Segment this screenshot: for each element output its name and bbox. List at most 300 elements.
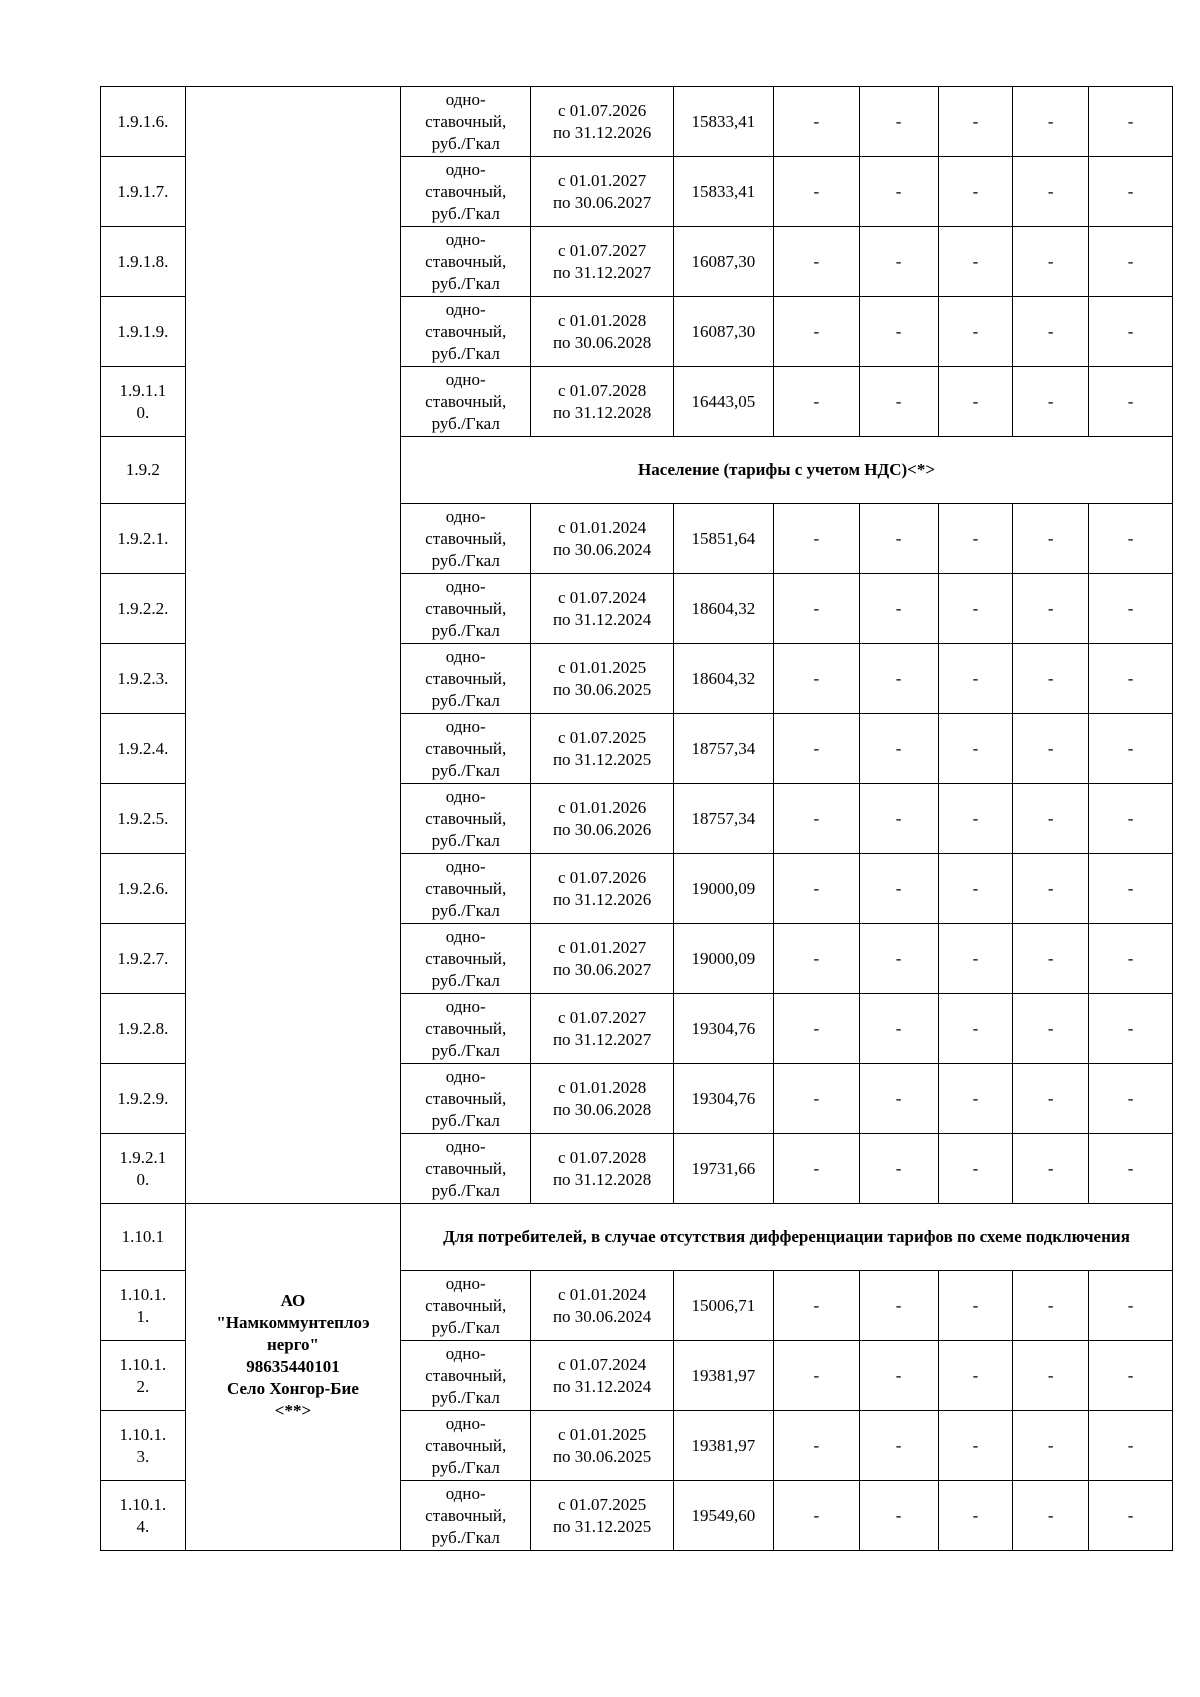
period-to: по 31.12.2028	[552, 402, 652, 422]
row-number: 1.9.2.9.	[117, 1088, 169, 1108]
rate-type-unit: руб./Гкал	[431, 900, 500, 920]
dash-mark: -	[972, 528, 979, 548]
empty-value-cell	[938, 1064, 1013, 1134]
rate-type-cell	[401, 1271, 531, 1341]
empty-value-cell	[859, 1134, 938, 1204]
rate-type-line: ставочный,	[425, 1088, 507, 1108]
empty-value-cell	[1089, 994, 1173, 1064]
empty-value-cell	[773, 1271, 859, 1341]
dash-mark: -	[813, 1435, 820, 1455]
row-number: 1.9.1.8.	[117, 251, 169, 271]
dash-mark: -	[895, 878, 902, 898]
tariff-value: 19381,97	[691, 1365, 756, 1385]
row-number-cell	[101, 1411, 186, 1481]
tariff-value-cell	[673, 1411, 773, 1481]
rate-type-unit: руб./Гкал	[431, 273, 500, 293]
empty-value-cell	[938, 1411, 1013, 1481]
period-cell	[531, 87, 673, 157]
section-title-cell	[401, 1204, 1173, 1271]
rate-type-line: одно-	[445, 786, 486, 806]
row-number-cell	[101, 854, 186, 924]
tariff-value: 19000,09	[691, 948, 756, 968]
section-number: 1.9.2	[125, 460, 160, 479]
empty-value-cell	[773, 714, 859, 784]
period-to: по 30.06.2027	[552, 959, 652, 979]
dash-mark: -	[895, 528, 902, 548]
dash-mark: -	[895, 598, 902, 618]
section-number: 1.10.1	[121, 1227, 165, 1246]
period-from: с 01.01.2028	[557, 1077, 647, 1097]
rate-type-cell	[401, 784, 531, 854]
section-title-cell	[401, 437, 1173, 504]
period-to: по 31.12.2028	[552, 1169, 652, 1189]
empty-value-cell	[1089, 227, 1173, 297]
rate-type-line: одно-	[445, 1413, 486, 1433]
tariff-table-body	[101, 87, 1173, 1551]
period-to: по 30.06.2025	[552, 679, 652, 699]
dash-mark: -	[972, 948, 979, 968]
row-number-cell	[101, 784, 186, 854]
tariff-value: 19381,97	[691, 1435, 756, 1455]
rate-type-line: ставочный,	[425, 1295, 507, 1315]
row-number: 1.9.2.1.	[117, 528, 169, 548]
dash-mark: -	[813, 181, 820, 201]
row-number: 1.9.1.7.	[117, 181, 169, 201]
organization-spacer	[188, 1204, 398, 1290]
rate-type-line: одно-	[445, 506, 486, 526]
rate-type-line: одно-	[445, 1483, 486, 1503]
dash-mark: -	[1127, 668, 1134, 688]
period-from: с 01.07.2026	[557, 867, 647, 887]
empty-value-cell	[938, 714, 1013, 784]
dash-mark: -	[1127, 1158, 1134, 1178]
row-number-continuation: 2.	[136, 1376, 150, 1396]
rate-type-cell	[401, 1341, 531, 1411]
period-cell	[531, 1341, 673, 1411]
rate-type-line: ставочный,	[425, 948, 507, 968]
empty-value-cell	[859, 1481, 938, 1551]
empty-value-cell	[1013, 367, 1089, 437]
empty-value-cell	[773, 924, 859, 994]
dash-mark: -	[1127, 1295, 1134, 1315]
period-cell	[531, 644, 673, 714]
tariff-value: 18757,34	[691, 808, 756, 828]
empty-value-cell	[773, 504, 859, 574]
rate-type-line: ставочный,	[425, 738, 507, 758]
row-number: 1.9.2.3.	[117, 668, 169, 688]
rate-type-line: одно-	[445, 856, 486, 876]
row-number: 1.9.1.1	[119, 380, 167, 400]
dash-mark: -	[972, 321, 979, 341]
dash-mark: -	[972, 1505, 979, 1525]
rate-type-cell	[401, 157, 531, 227]
period-to: по 30.06.2026	[552, 819, 652, 839]
empty-value-cell	[1013, 924, 1089, 994]
row-number-continuation: 3.	[136, 1446, 150, 1466]
dash-mark: -	[813, 948, 820, 968]
period-to: по 30.06.2028	[552, 1099, 652, 1119]
dash-mark: -	[813, 668, 820, 688]
empty-value-cell	[859, 994, 938, 1064]
empty-value-cell	[773, 854, 859, 924]
tariff-value-cell	[673, 504, 773, 574]
dash-mark: -	[972, 668, 979, 688]
dash-mark: -	[972, 808, 979, 828]
rate-type-unit: руб./Гкал	[431, 1387, 500, 1407]
dash-mark: -	[813, 738, 820, 758]
empty-value-cell	[859, 297, 938, 367]
organization-cell-continued	[185, 87, 400, 1204]
dash-mark: -	[895, 808, 902, 828]
dash-mark: -	[813, 1018, 820, 1038]
empty-value-cell	[1013, 227, 1089, 297]
row-number-cell	[101, 1064, 186, 1134]
tariff-value: 15851,64	[691, 528, 756, 548]
dash-mark: -	[1047, 1435, 1054, 1455]
rate-type-line: ставочный,	[425, 1018, 507, 1038]
dash-mark: -	[895, 1295, 902, 1315]
empty-value-cell	[1089, 1341, 1173, 1411]
dash-mark: -	[1127, 251, 1134, 271]
empty-value-cell	[1013, 157, 1089, 227]
empty-value-cell	[1089, 1481, 1173, 1551]
empty-value-cell	[859, 574, 938, 644]
section-title: Для потребителей, в случае отсутствия дифференциации тарифов по схеме подключения	[443, 1227, 1130, 1246]
rate-type-unit: руб./Гкал	[431, 1180, 500, 1200]
period-cell	[531, 994, 673, 1064]
dash-mark: -	[1047, 738, 1054, 758]
tariff-value: 16443,05	[691, 391, 756, 411]
organization-name-line: нерго"	[266, 1335, 319, 1354]
table-row	[101, 87, 1173, 157]
dash-mark: -	[972, 111, 979, 131]
rate-type-cell	[401, 1411, 531, 1481]
dash-mark: -	[813, 1365, 820, 1385]
empty-value-cell	[859, 644, 938, 714]
tariff-value-cell	[673, 924, 773, 994]
period-from: с 01.07.2025	[557, 727, 647, 747]
empty-value-cell	[1089, 854, 1173, 924]
period-to: по 31.12.2025	[552, 1516, 652, 1536]
period-from: с 01.07.2028	[557, 380, 647, 400]
row-number: 1.9.1.6.	[117, 111, 169, 131]
dash-mark: -	[972, 181, 979, 201]
rate-type-line: одно-	[445, 369, 486, 389]
dash-mark: -	[895, 948, 902, 968]
tariff-value-cell	[673, 1271, 773, 1341]
rate-type-line: одно-	[445, 996, 486, 1016]
row-number-cell	[101, 574, 186, 644]
dash-mark: -	[813, 321, 820, 341]
empty-value-cell	[1089, 924, 1173, 994]
empty-value-cell	[859, 854, 938, 924]
dash-mark: -	[895, 1158, 902, 1178]
period-to: по 30.06.2024	[552, 539, 652, 559]
rate-type-line: ставочный,	[425, 808, 507, 828]
period-to: по 31.12.2024	[552, 1376, 652, 1396]
empty-value-cell	[1089, 644, 1173, 714]
row-number: 1.9.2.8.	[117, 1018, 169, 1038]
empty-value-cell	[773, 644, 859, 714]
rate-type-line: одно-	[445, 576, 486, 596]
dash-mark: -	[1047, 251, 1054, 271]
row-number-cell	[101, 644, 186, 714]
organization-code: 98635440101	[246, 1357, 340, 1376]
period-from: с 01.01.2027	[557, 937, 647, 957]
empty-value-cell	[859, 87, 938, 157]
dash-mark: -	[813, 111, 820, 131]
row-number-cell	[101, 157, 186, 227]
rate-type-cell	[401, 1481, 531, 1551]
empty-value-cell	[1013, 1271, 1089, 1341]
period-from: с 01.07.2026	[557, 100, 647, 120]
empty-value-cell	[1089, 504, 1173, 574]
row-number: 1.9.2.7.	[117, 948, 169, 968]
row-number-continuation: 0.	[136, 402, 150, 422]
dash-mark: -	[972, 1088, 979, 1108]
dash-mark: -	[1127, 1435, 1134, 1455]
period-to: по 30.06.2028	[552, 332, 652, 352]
row-number-cell	[101, 367, 186, 437]
dash-mark: -	[895, 1505, 902, 1525]
dash-mark: -	[1127, 391, 1134, 411]
empty-value-cell	[938, 1341, 1013, 1411]
rate-type-cell	[401, 854, 531, 924]
rate-type-unit: руб./Гкал	[431, 133, 500, 153]
rate-type-cell	[401, 367, 531, 437]
empty-value-cell	[859, 157, 938, 227]
empty-value-cell	[1013, 1064, 1089, 1134]
period-cell	[531, 1481, 673, 1551]
rate-type-line: ставочный,	[425, 1505, 507, 1525]
rate-type-unit: руб./Гкал	[431, 203, 500, 223]
organization-name-line: "Намкоммунтеплоэ	[216, 1313, 370, 1332]
empty-value-cell	[859, 1411, 938, 1481]
tariff-value: 18757,34	[691, 738, 756, 758]
empty-value-cell	[1013, 87, 1089, 157]
dash-mark: -	[813, 1158, 820, 1178]
row-number-cell	[101, 297, 186, 367]
empty-value-cell	[859, 1271, 938, 1341]
dash-mark: -	[1047, 1158, 1054, 1178]
empty-value-cell	[938, 994, 1013, 1064]
dash-mark: -	[1047, 1505, 1054, 1525]
rate-type-line: одно-	[445, 646, 486, 666]
rate-type-line: одно-	[445, 159, 486, 179]
tariff-value-cell	[673, 574, 773, 644]
dash-mark: -	[1127, 321, 1134, 341]
empty-value-cell	[938, 854, 1013, 924]
tariff-value-cell	[673, 157, 773, 227]
tariff-value: 19304,76	[691, 1088, 756, 1108]
empty-value-cell	[1089, 1064, 1173, 1134]
rate-type-cell	[401, 227, 531, 297]
tariff-value-cell	[673, 297, 773, 367]
row-number-cell	[101, 504, 186, 574]
rate-type-line: одно-	[445, 229, 486, 249]
rate-type-line: ставочный,	[425, 1435, 507, 1455]
empty-value-cell	[1013, 1134, 1089, 1204]
empty-value-cell	[859, 227, 938, 297]
rate-type-unit: руб./Гкал	[431, 690, 500, 710]
tariff-value-cell	[673, 87, 773, 157]
period-cell	[531, 854, 673, 924]
tariff-value: 16087,30	[691, 321, 756, 341]
empty-value-cell	[938, 1481, 1013, 1551]
row-number: 1.9.2.1	[119, 1147, 167, 1167]
empty-value-cell	[773, 1134, 859, 1204]
row-number: 1.9.1.9.	[117, 321, 169, 341]
empty-value-cell	[938, 297, 1013, 367]
dash-mark: -	[1047, 808, 1054, 828]
dash-mark: -	[972, 1158, 979, 1178]
rate-type-line: ставочный,	[425, 1365, 507, 1385]
organization-name-line: АО	[280, 1291, 306, 1310]
dash-mark: -	[1127, 1505, 1134, 1525]
empty-value-cell	[938, 157, 1013, 227]
dash-mark: -	[1047, 528, 1054, 548]
tariff-value: 15833,41	[691, 181, 756, 201]
empty-value-cell	[773, 574, 859, 644]
dash-mark: -	[813, 878, 820, 898]
row-number: 1.10.1.	[119, 1354, 167, 1374]
dash-mark: -	[1047, 321, 1054, 341]
empty-value-cell	[773, 367, 859, 437]
dash-mark: -	[1127, 1088, 1134, 1108]
dash-mark: -	[813, 1505, 820, 1525]
period-from: с 01.07.2027	[557, 240, 647, 260]
empty-value-cell	[1013, 644, 1089, 714]
empty-value-cell	[1089, 1271, 1173, 1341]
empty-value-cell	[1013, 1481, 1089, 1551]
row-number-cell	[101, 994, 186, 1064]
period-from: с 01.01.2024	[557, 1284, 647, 1304]
rate-type-line: одно-	[445, 1343, 486, 1363]
period-from: с 01.01.2027	[557, 170, 647, 190]
empty-value-cell	[938, 924, 1013, 994]
organization-location: Село Хонгор-Бие	[227, 1379, 359, 1398]
empty-value-cell	[1013, 1341, 1089, 1411]
empty-value-cell	[773, 1411, 859, 1481]
tariff-value-cell	[673, 227, 773, 297]
tariff-value: 19000,09	[691, 878, 756, 898]
rate-type-unit: руб./Гкал	[431, 413, 500, 433]
dash-mark: -	[972, 1295, 979, 1315]
empty-value-cell	[1089, 1411, 1173, 1481]
tariff-value: 15833,41	[691, 111, 756, 131]
tariff-value: 19304,76	[691, 1018, 756, 1038]
empty-value-cell	[938, 1271, 1013, 1341]
rate-type-unit: руб./Гкал	[431, 1457, 500, 1477]
period-cell	[531, 504, 673, 574]
rate-type-unit: руб./Гкал	[431, 1317, 500, 1337]
period-cell	[531, 1411, 673, 1481]
rate-type-line: ставочный,	[425, 251, 507, 271]
rate-type-cell	[401, 87, 531, 157]
rate-type-line: одно-	[445, 299, 486, 319]
dash-mark: -	[813, 391, 820, 411]
empty-value-cell	[1013, 1411, 1089, 1481]
rate-type-line: ставочный,	[425, 111, 507, 131]
dash-mark: -	[972, 391, 979, 411]
dash-mark: -	[1047, 111, 1054, 131]
rate-type-line: одно-	[445, 89, 486, 109]
rate-type-cell	[401, 574, 531, 644]
rate-type-unit: руб./Гкал	[431, 1040, 500, 1060]
row-number: 1.9.2.2.	[117, 598, 169, 618]
dash-mark: -	[1047, 1088, 1054, 1108]
dash-mark: -	[972, 1435, 979, 1455]
period-from: с 01.07.2024	[557, 1354, 647, 1374]
dash-mark: -	[1127, 528, 1134, 548]
section-number-cell	[101, 1204, 186, 1271]
tariff-value-cell	[673, 784, 773, 854]
dash-mark: -	[895, 1365, 902, 1385]
empty-value-cell	[859, 924, 938, 994]
tariff-value: 19549,60	[691, 1505, 756, 1525]
rate-type-unit: руб./Гкал	[431, 830, 500, 850]
dash-mark: -	[1047, 598, 1054, 618]
dash-mark: -	[813, 598, 820, 618]
rate-type-unit: руб./Гкал	[431, 1110, 500, 1130]
rate-type-line: ставочный,	[425, 668, 507, 688]
dash-mark: -	[1047, 668, 1054, 688]
period-cell	[531, 157, 673, 227]
dash-mark: -	[813, 528, 820, 548]
row-number: 1.10.1.	[119, 1424, 167, 1444]
rate-type-line: одно-	[445, 716, 486, 736]
empty-value-cell	[773, 87, 859, 157]
empty-value-cell	[1013, 854, 1089, 924]
dash-mark: -	[1047, 181, 1054, 201]
empty-value-cell	[1089, 297, 1173, 367]
empty-value-cell	[773, 1064, 859, 1134]
period-from: с 01.01.2026	[557, 797, 647, 817]
dash-mark: -	[972, 738, 979, 758]
dash-mark: -	[1047, 391, 1054, 411]
row-number: 1.9.2.5.	[117, 808, 169, 828]
empty-value-cell	[1013, 504, 1089, 574]
dash-mark: -	[895, 391, 902, 411]
tariff-value: 19731,66	[691, 1158, 756, 1178]
rate-type-line: ставочный,	[425, 321, 507, 341]
dash-mark: -	[1127, 598, 1134, 618]
dash-mark: -	[895, 1435, 902, 1455]
empty-value-cell	[1089, 574, 1173, 644]
period-from: с 01.07.2024	[557, 587, 647, 607]
period-cell	[531, 297, 673, 367]
row-number-cell	[101, 924, 186, 994]
dash-mark: -	[972, 598, 979, 618]
dash-mark: -	[1127, 878, 1134, 898]
empty-value-cell	[1013, 574, 1089, 644]
row-number: 1.9.2.6.	[117, 878, 169, 898]
section-header-row	[101, 1204, 1173, 1271]
row-number-continuation: 1.	[136, 1306, 150, 1326]
empty-value-cell	[1089, 367, 1173, 437]
row-number-continuation: 4.	[136, 1516, 150, 1536]
period-cell	[531, 924, 673, 994]
dash-mark: -	[972, 1018, 979, 1038]
period-cell	[531, 574, 673, 644]
rate-type-cell	[401, 1064, 531, 1134]
tariff-value-cell	[673, 1341, 773, 1411]
section-title: Население (тарифы с учетом НДС)<*>	[638, 460, 936, 479]
dash-mark: -	[1047, 1365, 1054, 1385]
row-number-cell	[101, 1134, 186, 1204]
empty-value-cell	[773, 994, 859, 1064]
dash-mark: -	[1127, 948, 1134, 968]
